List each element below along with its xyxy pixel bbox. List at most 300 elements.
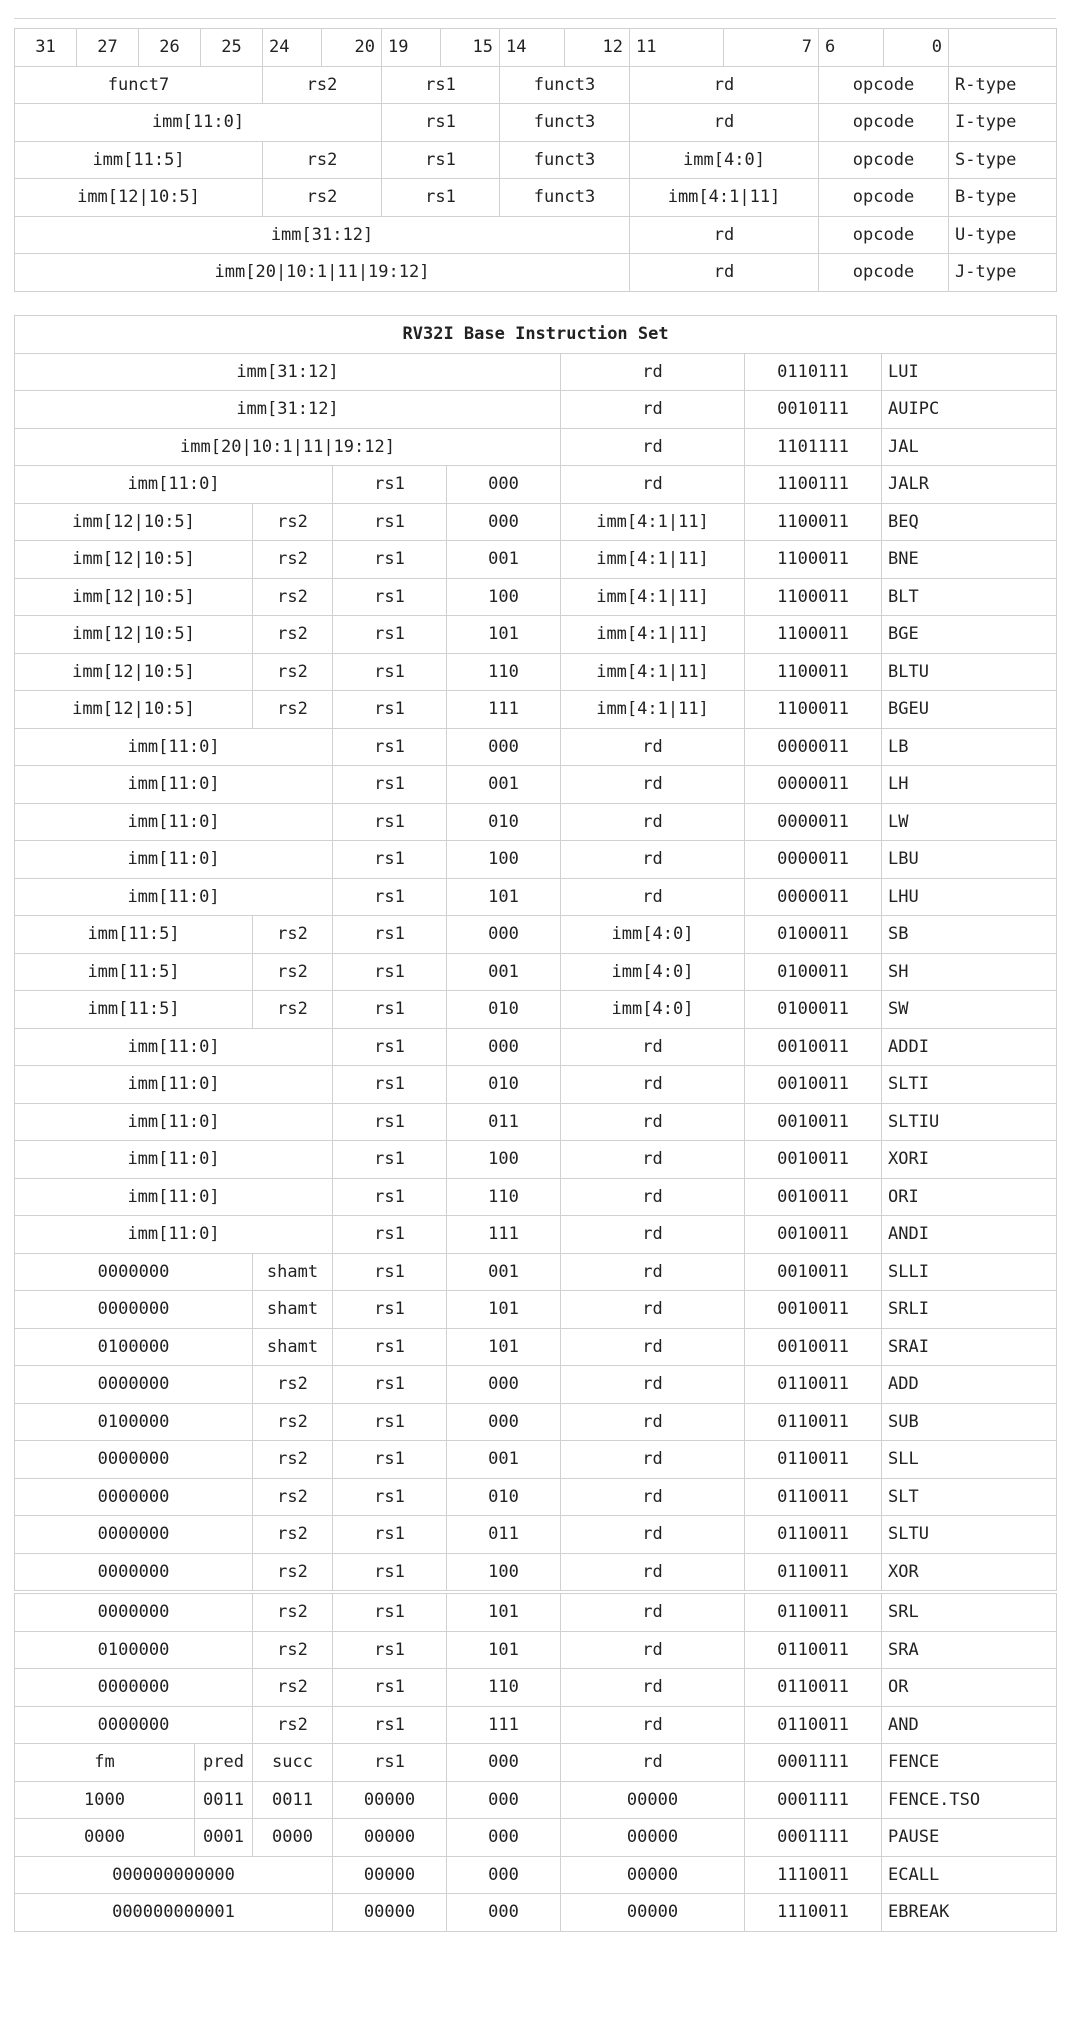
rd-field: rd [630,66,819,104]
imm-hi-field: imm[11:5] [15,916,253,954]
rs2-field: rs2 [253,1592,333,1631]
funct3-field: 000 [447,503,561,541]
opcode-field: 1100011 [745,616,882,654]
b-type-format-row [15,179,1057,217]
imm-hi-field: 0000000 [15,1478,253,1516]
rd-field: rd [561,728,745,766]
instruction-row [15,1403,1057,1441]
mnemonic: BGEU [882,691,1057,729]
rs2-field: rs2 [253,916,333,954]
opcode-field: 1110011 [745,1856,882,1894]
rs1-field: rs1 [333,1706,447,1744]
rs2-field: rs2 [253,991,333,1029]
table-title: RV32I Base Instruction Set [15,316,1057,354]
mnemonic: ANDI [882,1216,1057,1254]
rs1-field: rs1 [333,1669,447,1707]
mnemonic: EBREAK [882,1894,1057,1932]
rs2-field: rs2 [253,616,333,654]
imm-field: imm[31:12] [15,216,630,254]
rd-field: rd [561,1103,745,1141]
mnemonic: SB [882,916,1057,954]
rs1-field: rs1 [333,1366,447,1404]
instruction-row [15,1744,1057,1782]
instruction-row [15,841,1057,879]
imm-field: imm[11:0] [15,841,333,879]
rd-field: rd [561,1403,745,1441]
rs2-field: shamt [253,1328,333,1366]
rd-field: rd [561,878,745,916]
instruction-row [15,1216,1057,1254]
opcode-field: opcode [819,104,949,142]
imm-field: imm[11:0] [15,803,333,841]
mnemonic: SRLI [882,1291,1057,1329]
opcode-field: 0010011 [745,1216,882,1254]
rd-field: 00000 [561,1781,745,1819]
rd-field: imm[4:0] [561,991,745,1029]
mnemonic: SH [882,953,1057,991]
pred-field: pred [195,1744,253,1782]
rs2-field: rs2 [253,1706,333,1744]
instruction-row [15,691,1057,729]
opcode-field: 0001111 [745,1781,882,1819]
type-blank [949,29,1057,67]
funct3-field: 110 [447,1669,561,1707]
rs1-field: rs1 [382,66,500,104]
rs2-field: rs2 [253,1441,333,1479]
funct3-field: 011 [447,1103,561,1141]
rd-field: rd [561,1441,745,1479]
funct3-field: 000 [447,728,561,766]
instruction-row [15,1669,1057,1707]
rd-field: 00000 [561,1819,745,1857]
instruction-row [15,653,1057,691]
rs1-field: rs1 [333,1631,447,1669]
funct3-field: 000 [447,916,561,954]
rd-field: rd [561,1592,745,1631]
imm-field: imm[11:0] [15,1103,333,1141]
mnemonic: ECALL [882,1856,1057,1894]
mnemonic: ADD [882,1366,1057,1404]
imm-hi-field: imm[12|10:5] [15,179,263,217]
funct3-field: 101 [447,1592,561,1631]
imm-hi-field: imm[12|10:5] [15,691,253,729]
succ-field: 0011 [253,1781,333,1819]
mnemonic: BGE [882,616,1057,654]
funct3-field: 000 [447,1856,561,1894]
rs1-field: rs1 [333,878,447,916]
imm-field: imm[20|10:1|11|19:12] [15,428,561,466]
format-type-label: J-type [949,254,1057,292]
rv32i-instruction-table [14,315,1057,1932]
rs1-field: rs1 [333,541,447,579]
imm-hi-field: imm[11:5] [15,991,253,1029]
imm-field: imm[11:0] [15,104,382,142]
imm-lo-field: imm[4:1|11] [630,179,819,217]
rd-field: rd [561,1669,745,1707]
mnemonic: XOR [882,1553,1057,1592]
funct3-field: 010 [447,803,561,841]
funct3-field: 101 [447,1291,561,1329]
imm-hi-field: imm[12|10:5] [15,653,253,691]
rd-field: rd [561,391,745,429]
instruction-row [15,1781,1057,1819]
mnemonic: SLT [882,1478,1057,1516]
rs1-field: rs1 [333,1178,447,1216]
mnemonic: JALR [882,466,1057,504]
opcode-field: 0010111 [745,391,882,429]
mnemonic: AND [882,1706,1057,1744]
rs2-field: rs2 [253,1478,333,1516]
opcode-field: 1100011 [745,503,882,541]
instruction-row [15,953,1057,991]
instruction-row [15,391,1057,429]
bit-26: 26 [139,29,201,67]
bit-19: 19 [382,29,441,67]
rs1-field: rs1 [382,141,500,179]
fm-field: 1000 [15,1781,195,1819]
imm-hi-field: 0100000 [15,1631,253,1669]
opcode-field: 0110011 [745,1631,882,1669]
rd-field: rd [561,1253,745,1291]
rd-field: rd [561,1291,745,1329]
funct3-field: 101 [447,878,561,916]
imm-hi-field: 0100000 [15,1328,253,1366]
rd-field: imm[4:1|11] [561,616,745,654]
imm-field: imm[11:0] [15,728,333,766]
opcode-field: 1100011 [745,691,882,729]
rs1-field: rs1 [333,1066,447,1104]
imm-hi-field: imm[12|10:5] [15,616,253,654]
rs1-field: rs1 [333,1291,447,1329]
rd-field: rd [561,353,745,391]
rd-field: rd [561,1478,745,1516]
format-type-label: B-type [949,179,1057,217]
rd-field: rd [561,1066,745,1104]
instruction-row [15,1328,1057,1366]
imm-field: imm[11:0] [15,766,333,804]
opcode-field: 0110011 [745,1366,882,1404]
mnemonic: SLL [882,1441,1057,1479]
funct3-field: 101 [447,1328,561,1366]
imm-hi-field: 0000000 [15,1516,253,1554]
rs1-field: rs1 [333,1744,447,1782]
rs1-field: rs1 [333,1441,447,1479]
instruction-row [15,1631,1057,1669]
mnemonic: LW [882,803,1057,841]
funct3-field: 000 [447,1403,561,1441]
bit-12: 12 [565,29,630,67]
funct3-field: 000 [447,1366,561,1404]
top-rule [14,18,1056,19]
imm-field: imm[20|10:1|11|19:12] [15,254,630,292]
bit-15: 15 [441,29,500,67]
rd-field: rd [561,766,745,804]
rs1-field: rs1 [333,1028,447,1066]
opcode-field: 0110011 [745,1516,882,1554]
funct3-field: 111 [447,1706,561,1744]
bit-31: 31 [15,29,77,67]
imm-field: imm[11:0] [15,1028,333,1066]
opcode-field: 0010011 [745,1328,882,1366]
instruction-row [15,578,1057,616]
rs1-field: rs1 [333,953,447,991]
opcode-field: opcode [819,254,949,292]
opcode-field: opcode [819,179,949,217]
funct3-field: 011 [447,1516,561,1554]
rd-field: rd [630,254,819,292]
rd-field: rd [561,1028,745,1066]
rd-field: rd [561,1516,745,1554]
rs2-field: rs2 [253,953,333,991]
opcode-field: 0010011 [745,1141,882,1179]
imm-field: 000000000000 [15,1856,333,1894]
mnemonic: SLTU [882,1516,1057,1554]
mnemonic: AUIPC [882,391,1057,429]
mnemonic: BLT [882,578,1057,616]
opcode-field: 0000011 [745,803,882,841]
pred-field: 0001 [195,1819,253,1857]
instruction-row [15,466,1057,504]
imm-field: imm[11:0] [15,878,333,916]
opcode-field: 0010011 [745,1178,882,1216]
rd-field: rd [561,1744,745,1782]
imm-hi-field: imm[11:5] [15,953,253,991]
opcode-field: 0000011 [745,728,882,766]
funct3-field: 000 [447,1028,561,1066]
instruction-row [15,1592,1057,1631]
j-type-format-row [15,254,1057,292]
mnemonic: SRA [882,1631,1057,1669]
rs2-field: rs2 [253,1631,333,1669]
funct7-field: funct7 [15,66,263,104]
rs1-field: rs1 [333,616,447,654]
opcode-field: opcode [819,66,949,104]
instruction-row [15,766,1057,804]
instruction-row [15,991,1057,1029]
instruction-row [15,1291,1057,1329]
mnemonic: JAL [882,428,1057,466]
opcode-field: 1100111 [745,466,882,504]
opcode-field: 1101111 [745,428,882,466]
succ-field: succ [253,1744,333,1782]
rd-field: rd [561,1366,745,1404]
funct3-field: 001 [447,541,561,579]
funct3-field: 101 [447,1631,561,1669]
rd-field: rd [561,841,745,879]
rs1-field: 00000 [333,1856,447,1894]
funct3-field: 101 [447,616,561,654]
funct3-field: 000 [447,1781,561,1819]
format-type-label: R-type [949,66,1057,104]
fm-field: fm [15,1744,195,1782]
fm-field: 0000 [15,1819,195,1857]
opcode-field: 0110011 [745,1706,882,1744]
imm-hi-field: 0000000 [15,1291,253,1329]
rs1-field: rs1 [333,916,447,954]
rs1-field: rs1 [333,1403,447,1441]
funct3-field: 100 [447,1553,561,1592]
rd-field: 00000 [561,1856,745,1894]
rd-field: imm[4:1|11] [561,541,745,579]
opcode-field: 0000011 [745,766,882,804]
rs1-field: rs1 [333,653,447,691]
instruction-row [15,1066,1057,1104]
opcode-field: 0000011 [745,878,882,916]
mnemonic: LHU [882,878,1057,916]
opcode-field: 0110011 [745,1478,882,1516]
mnemonic: ADDI [882,1028,1057,1066]
funct3-field: 100 [447,578,561,616]
pred-field: 0011 [195,1781,253,1819]
instruction-row [15,1253,1057,1291]
opcode-field: 0100011 [745,916,882,954]
funct3-field: 001 [447,953,561,991]
format-type-label: S-type [949,141,1057,179]
rd-field: imm[4:0] [561,953,745,991]
opcode-field: 0010011 [745,1103,882,1141]
funct3-field: 010 [447,1478,561,1516]
r-type-format-row [15,66,1057,104]
format-type-label: U-type [949,216,1057,254]
u-type-format-row [15,216,1057,254]
mnemonic: BNE [882,541,1057,579]
funct3-field: 001 [447,1441,561,1479]
rs1-field: rs1 [333,466,447,504]
rs2-field: rs2 [253,653,333,691]
funct3-field: 111 [447,691,561,729]
rs1-field: rs1 [333,1103,447,1141]
imm-hi-field: 0000000 [15,1592,253,1631]
rd-field: rd [561,1216,745,1254]
mnemonic: FENCE [882,1744,1057,1782]
mnemonic: LBU [882,841,1057,879]
instruction-row [15,428,1057,466]
mnemonic: FENCE.TSO [882,1781,1057,1819]
opcode-field: 1100011 [745,653,882,691]
rd-field: rd [561,428,745,466]
imm-field: imm[11:0] [15,1066,333,1104]
rs2-field: rs2 [253,1516,333,1554]
i-type-format-row [15,104,1057,142]
opcode-field: 0110011 [745,1553,882,1592]
bit-0: 0 [884,29,949,67]
instruction-row [15,916,1057,954]
instruction-row [15,1178,1057,1216]
succ-field: 0000 [253,1819,333,1857]
funct3-field: 110 [447,653,561,691]
imm-hi-field: imm[12|10:5] [15,503,253,541]
instruction-row [15,1819,1057,1857]
rs1-field: 00000 [333,1894,447,1932]
mnemonic: XORI [882,1141,1057,1179]
bit-27: 27 [77,29,139,67]
funct3-field: 001 [447,766,561,804]
rs2-field: rs2 [253,503,333,541]
instruction-row [15,1856,1057,1894]
rs2-field: rs2 [253,541,333,579]
bit-7: 7 [724,29,819,67]
rs1-field: rs1 [333,1216,447,1254]
rs1-field: rs1 [333,1141,447,1179]
rs1-field: 00000 [333,1819,447,1857]
rd-field: rd [561,1553,745,1592]
rd-field: rd [630,104,819,142]
bit-14: 14 [500,29,565,67]
imm-hi-field: imm[11:5] [15,141,263,179]
rs2-field: rs2 [253,1669,333,1707]
funct3-field: 110 [447,1178,561,1216]
bit-24: 24 [263,29,322,67]
instruction-row [15,1028,1057,1066]
funct3-field: funct3 [500,141,630,179]
rd-field: 00000 [561,1894,745,1932]
opcode-field: 1110011 [745,1894,882,1932]
rs1-field: 00000 [333,1781,447,1819]
rs1-field: rs1 [333,803,447,841]
imm-hi-field: 0000000 [15,1253,253,1291]
instruction-formats-table [14,28,1057,292]
instruction-row [15,1516,1057,1554]
rd-field: rd [561,803,745,841]
s-type-format-row [15,141,1057,179]
rs1-field: rs1 [333,691,447,729]
mnemonic: SW [882,991,1057,1029]
funct3-field: 010 [447,991,561,1029]
opcode-field: 0100011 [745,953,882,991]
rd-field: imm[4:1|11] [561,653,745,691]
funct3-field: 000 [447,466,561,504]
rd-field: imm[4:0] [561,916,745,954]
rd-field: rd [561,466,745,504]
mnemonic: ORI [882,1178,1057,1216]
mnemonic: SLTIU [882,1103,1057,1141]
rs2-field: rs2 [253,691,333,729]
funct3-field: funct3 [500,66,630,104]
bit-20: 20 [322,29,382,67]
rs1-field: rs1 [333,1516,447,1554]
imm-hi-field: 0000000 [15,1441,253,1479]
rs1-field: rs1 [333,1253,447,1291]
imm-hi-field: imm[12|10:5] [15,541,253,579]
rs1-field: rs1 [333,1553,447,1592]
funct3-field: 100 [447,1141,561,1179]
rs2-field: rs2 [263,141,382,179]
opcode-field: 1100011 [745,541,882,579]
imm-hi-field: 0000000 [15,1366,253,1404]
rs2-field: rs2 [263,179,382,217]
imm-field: imm[11:0] [15,1141,333,1179]
bit-position-row [15,29,1057,67]
rs1-field: rs1 [333,1592,447,1631]
mnemonic: SLLI [882,1253,1057,1291]
imm-field: imm[11:0] [15,1216,333,1254]
bit-6: 6 [819,29,884,67]
opcode-field: 0001111 [745,1744,882,1782]
imm-field: imm[31:12] [15,353,561,391]
mnemonic: BEQ [882,503,1057,541]
funct3-field: funct3 [500,179,630,217]
opcode-field: 0010011 [745,1066,882,1104]
rs1-field: rs1 [333,841,447,879]
mnemonic: LB [882,728,1057,766]
opcode-field: 1100011 [745,578,882,616]
opcode-field: opcode [819,141,949,179]
instruction-row [15,1706,1057,1744]
imm-hi-field: imm[12|10:5] [15,578,253,616]
instruction-row [15,541,1057,579]
mnemonic: SRAI [882,1328,1057,1366]
table-title-row [15,316,1057,354]
